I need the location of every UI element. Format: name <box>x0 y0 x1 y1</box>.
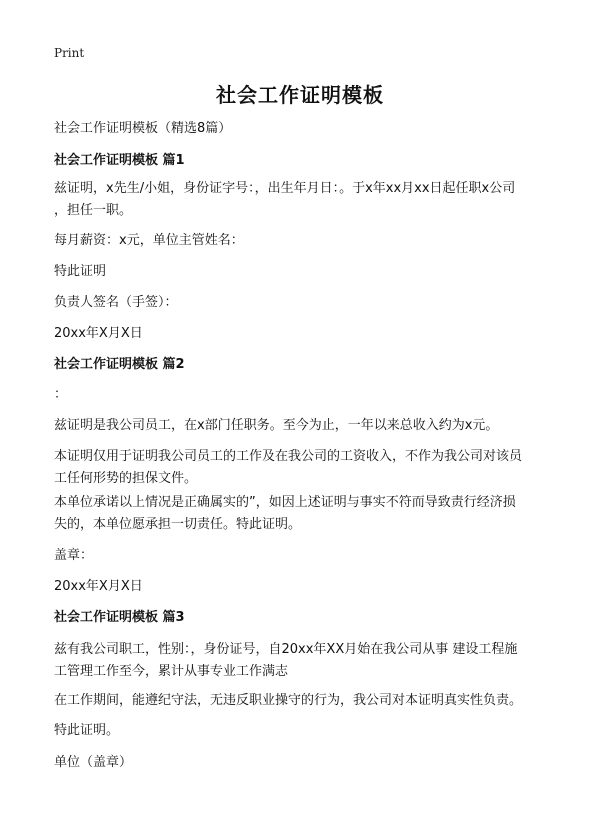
seal-line: 盖章： <box>54 548 94 563</box>
paragraph-line: 特此证明。 <box>54 723 120 738</box>
paragraph-line: 本证明仅用于证明我公司员工的工作及在我公司的工资收入，不作为我公司对该员 <box>54 449 523 464</box>
paragraph-line: 兹证明，x先生/小姐，身份证字号：，出生年月日：。于x年xx月xx日起任职x公司 <box>54 181 516 196</box>
seal-line: 单位（盖章） <box>54 755 133 770</box>
paragraph-line: 每月薪资：x元，单位主管姓名： <box>54 233 244 248</box>
paragraph-line: 工管理工作至今，累计从事专业工作满志 <box>54 664 289 679</box>
document-subtitle: 社会工作证明模板（精选8篇） <box>54 121 232 136</box>
date-line: 20xx年X月X日 <box>54 579 143 594</box>
paragraph-line: ： <box>54 387 68 402</box>
paragraph-line: 本单位承诺以上情况是正确属实的”，如因上述证明与事实不符而导致责行经济损 <box>54 495 516 510</box>
paragraph-line: 兹证明是我公司员工，在x部门任职务。至今为止，一年以来总收入约为x元。 <box>54 418 499 433</box>
date-line: 20xx年X月X日 <box>54 326 143 341</box>
paragraph-line: 特此证明 <box>54 264 107 279</box>
section-heading-1: 社会工作证明模板 篇1 <box>54 153 185 168</box>
section-heading-2: 社会工作证明模板 篇2 <box>54 357 185 372</box>
paragraph-line: ，担任一职。 <box>54 203 133 218</box>
paragraph-line: 负责人签名（手签）： <box>54 295 178 310</box>
paragraph-line: 失的，本单位愿承担一切责任。特此证明。 <box>54 517 302 532</box>
print-label: Print <box>54 46 85 60</box>
paragraph-line: 在工作期间，能遵纪守法，无违反职业操守的行为，我公司对本证明真实性负责。 <box>54 693 523 708</box>
paragraph-line: 兹有我公司职工，性别：，身份证号，自20xx年XX月始在我公司从事 建设工程施 <box>54 642 518 657</box>
paragraph-line: 工任何形势的担保文件。 <box>54 471 198 486</box>
document-title: 社会工作证明模板 <box>216 83 384 107</box>
section-heading-3: 社会工作证明模板 篇3 <box>54 610 185 625</box>
